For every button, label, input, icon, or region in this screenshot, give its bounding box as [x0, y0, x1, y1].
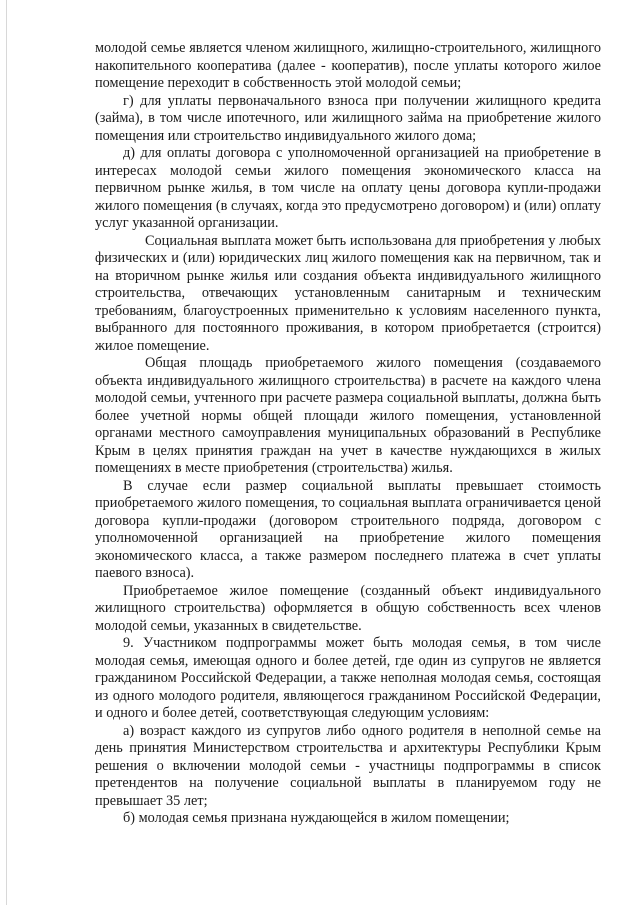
- paragraph-item-g: г) для уплаты первоначального взноса при получении жилищного кредита (займа), в том числе ипотечного, или жилищного займа на приобретение жилого помещения или строительство индивидуального жилого дома;: [95, 92, 601, 144]
- document-body: [95, 40, 601, 828]
- paragraph-payment-limit: В случае если размер социальной выплаты превышает стоимость приобретаемого жилого помещения, то социальная выплата ограничивается ценой договора купли-продажи (договором строительного подряда, договором с уполномоченной организацией на приобретение жилого помещения экономического класса, а также размером последнего платежа в счет уплаты паевого взноса).: [95, 477, 601, 581]
- paragraph-cooperative-continuation: молодой семье является членом жилищного, жилищно-строительного, жилищного накопительного кооператива (далее - кооператив), после уплаты которого жилое помещение переходит в собственность этой молодой семьи;: [95, 40, 601, 91]
- paragraph-total-area: Общая площадь приобретаемого жилого помещения (создаваемого объекта индивидуального жилищного строительства) в расчете на каждого члена молодой семьи, учтенного при расчете размера социальной выплаты, должна быть более учетной нормы общей площади жилого помещения, установленной органами местного самоуправления муниципальных образований в Республике Крым в целях принятия граждан на учет в качестве нуждающихся в жилых помещениях в месте приобретения (строительства) жилья.: [95, 355, 601, 476]
- paragraph-section-9: 9. Участником подпрограммы может быть молодая семья, в том числе молодая семья, имеющая одного и более детей, где один из супругов не является гражданином Российской Федерации, а также неполная молодая семья, состоящая из одного молодого родителя, являющегося гражданином Российской Федерации, и одного и более детей, соответствующая следующим условиям:: [95, 635, 601, 721]
- paragraph-ownership: Приобретаемое жилое помещение (созданный объект индивидуального жилищного строительства) оформляется в общую собственность всех членов молодой семьи, указанных в свидетельстве.: [95, 582, 601, 634]
- paragraph-condition-b: б) молодая семья признана нуждающейся в жилом помещении;: [123, 810, 510, 826]
- paragraph-social-payment-usage: Социальная выплата может быть использована для приобретения у любых физических и (или) юридических лиц жилого помещения как на первичном, так и на вторичном рынке жилья или создания объекта индивидуального жилищного строительства, отвечающих установленным санитарным и техническим требованиям, благоустроенных применительно к условиям населенного пункта, выбранного для постоянного проживания, в котором приобретается (строится) жилое помещение.: [95, 232, 601, 354]
- paragraph-condition-a: а) возраст каждого из супругов либо одного родителя в неполной семье на день принятия Министерством строительства и архитектуры Республики Крым решения о включении молодой семьи - участницы подпрограммы в список претендентов на получение социальной выплаты в планируемом году не превышает 35 лет;: [95, 722, 601, 809]
- scan-edge-line: [6, 0, 7, 905]
- paragraph-item-d: д) для оплаты договора с уполномоченной организацией на приобретение в интересах молодой семьи жилого помещения экономического класса на первичном рынке жилья, в том числе на оплату цены договора купли-продажи жилого помещения (в случаях, когда это предусмотрено договором) и (или) оплату услуг указанной организации.: [95, 145, 601, 231]
